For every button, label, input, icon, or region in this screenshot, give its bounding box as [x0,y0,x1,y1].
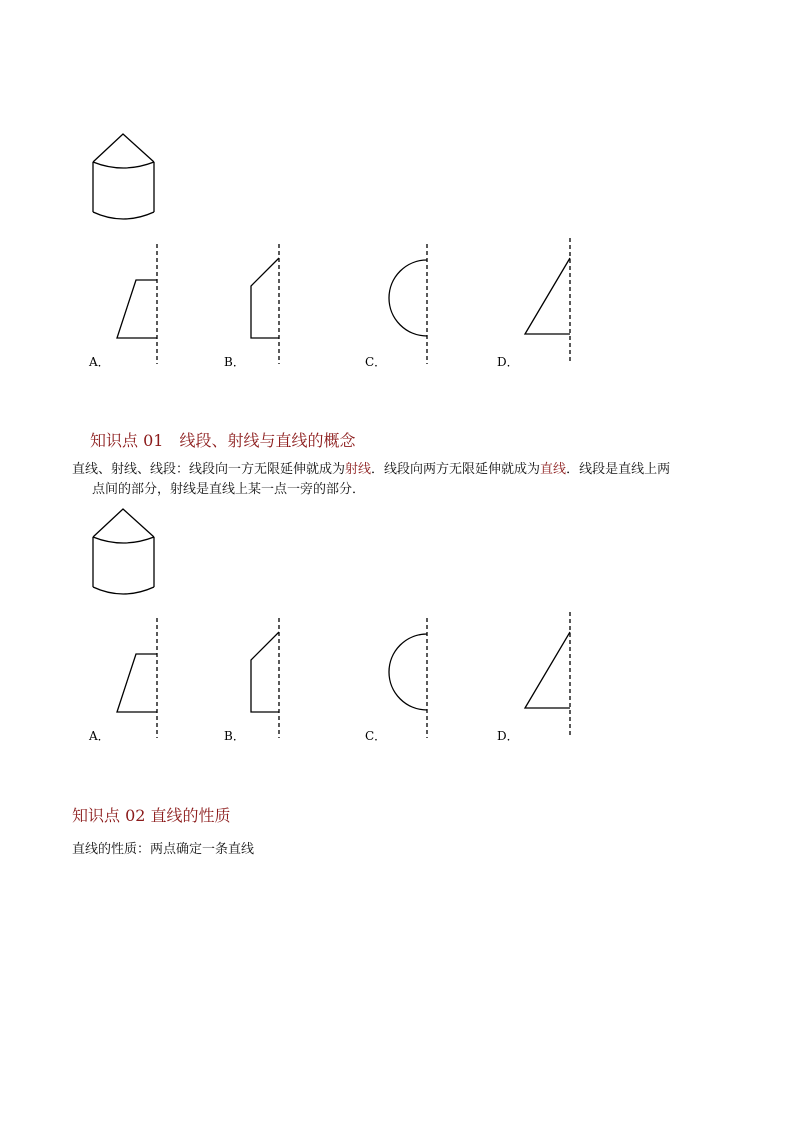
option-b-shape-2 [244,618,288,738]
term-ray: 射线 [345,462,372,477]
para-text-3: ．线段是直线上两 [566,462,671,477]
option-b-label-2: B． [224,729,245,743]
option-d-label-2: D． [497,729,519,743]
section-1-heading: 知识点 01 线段、射线与直线的概念 [90,431,356,450]
para-text-1: 直线、射线、线段：线段向一方无限延伸就成为 [72,462,346,477]
term-line: 直线 [540,462,567,477]
cone-cylinder-solid-2 [88,505,160,600]
section-1-paragraph-line-2: 点间的部分，射线是直线上某一点一旁的部分． [92,482,366,497]
option-d-shape-2 [520,612,576,738]
option-a-label-2: A． [89,729,110,743]
section-2-paragraph: 直线的性质：两点确定一条直线 [72,842,255,857]
para-text-2: ．线段向两方无限延伸就成为 [371,462,541,477]
section-2-heading: 知识点 02 直线的性质 [72,806,231,825]
option-c-label-2: C． [365,729,387,743]
option-a-label: A． [89,355,110,369]
option-a-shape-2 [110,618,166,738]
option-c-label: C． [365,355,387,369]
option-d-label: D． [497,355,519,369]
option-b-label: B． [224,355,245,369]
option-c-shape-2 [386,618,434,738]
